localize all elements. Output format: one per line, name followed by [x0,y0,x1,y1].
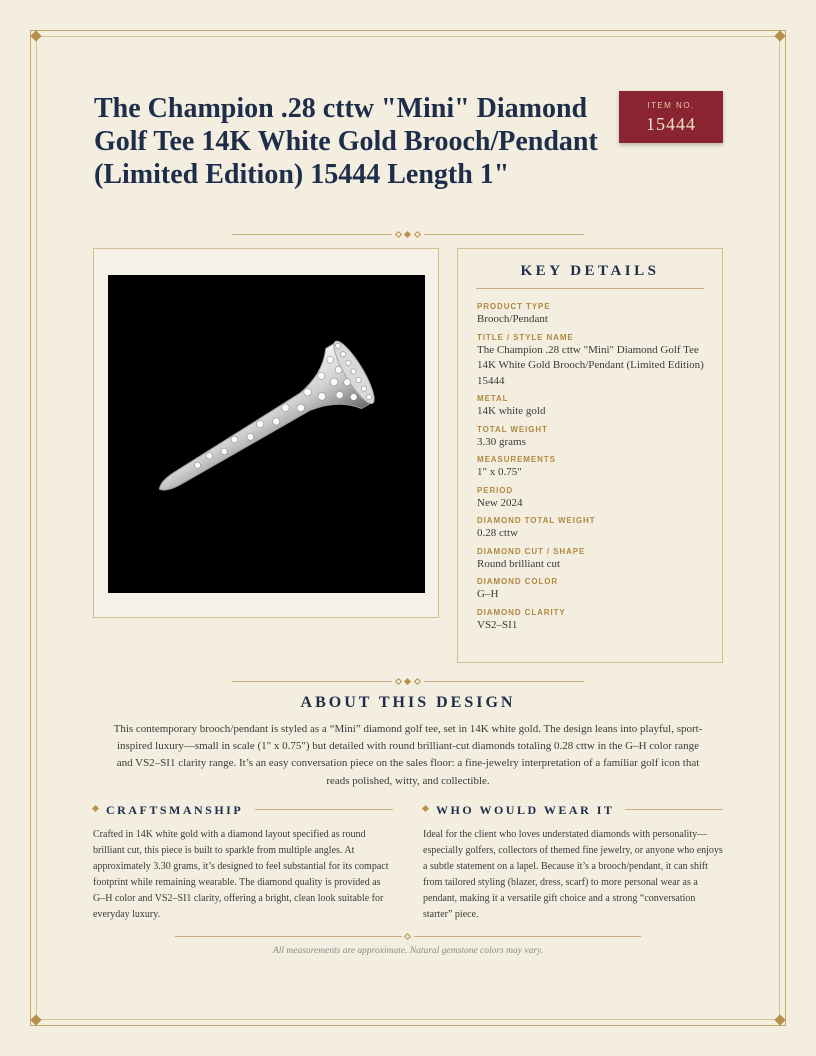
detail-value: G–H [477,588,499,600]
detail-label: MEASUREMENTS [477,455,556,464]
badge-number: 15444 [646,114,696,134]
detail-value: 1" x 0.75" [477,466,522,478]
wearer-text: Ideal for the client who loves understated diamonds with personality—especially golfers, collectors of themed fine jewelry, or anyone who enjoys a subtle statement on a lapel. Because it’s a brooch/pendant, it can shift from tailored styling (blazer, dress, scarf) to more personal wear as a pendant, making it a versatile gift choice and a strong “conversation starter” piece. [423,829,723,920]
key-details-rule [476,288,704,289]
wearer-heading: WHO WOULD WEAR IT [436,803,615,817]
product-image-frame [93,248,439,618]
detail-label: DIAMOND CLARITY [477,607,566,617]
key-details-heading: KEY DETAILS [520,263,660,279]
detail-label: DIAMOND CUT / SHAPE [477,546,586,556]
detail-value: The Champion .28 cttw "Mini" Diamond Golf Tee 14K White Gold Brooch/Pendant (Limited Edition) 15444 [477,343,704,387]
product-photo [108,275,425,593]
detail-value: New 2024 [477,496,523,509]
ornamental-divider [232,677,584,687]
ornamental-divider [232,230,584,240]
wearer-header [423,803,723,817]
who-would-wear-it-section [423,803,723,923]
detail-label: TOTAL WEIGHT [477,424,548,434]
about-heading: ABOUT THIS DESIGN [300,694,516,711]
detail-label: PRODUCT TYPE [477,302,551,311]
detail-value: 0.28 cttw [477,527,518,539]
detail-product-type [477,302,707,328]
detail-label: METAL [477,394,509,403]
footer-divider [175,932,641,942]
craftsmanship-section [93,803,393,923]
item-number-badge [619,91,723,143]
detail-value: 3.30 grams [477,435,526,448]
golf-tee-image [108,275,425,593]
detail-value: Brooch/Pendant [477,313,548,325]
detail-label: PERIOD [477,485,514,495]
craftsmanship-heading: CRAFTSMANSHIP [106,803,244,817]
page-title: The Champion .28 cttw "Mini" Diamond Golf Tee 14K White Gold Brooch/Pendant (Limited Edition) 15444 Length 1" [94,93,598,190]
diamond-bullet-icon [422,805,429,812]
footer-note: All measurements are approximate. Natural gemstone colors may vary. [272,946,544,956]
key-details-list [477,297,707,633]
detail-label: DIAMOND COLOR [477,577,559,586]
detail-style-name [477,333,707,390]
badge-label: ITEM NO. [647,101,695,110]
detail-label: TITLE / STYLE NAME [477,332,574,342]
key-details-panel [457,248,723,663]
detail-diamond-color [477,577,707,603]
detail-diamond-weight [477,516,707,542]
detail-value: 14K white gold [477,405,546,417]
detail-value: VS2–SI1 [477,618,518,631]
detail-metal [477,394,707,420]
detail-value: Round brilliant cut [477,557,561,570]
detail-diamond-clarity [477,608,707,634]
detail-label: DIAMOND TOTAL WEIGHT [477,516,596,525]
craftsmanship-text: Crafted in 14K white gold with a diamond layout specified as round brilliant cut, this piece is built to sparkle from multiple angles. At approximately 3.30 grams, it’s designed to feel substantial for its compact footprint while remaining wearable. The diamond quality is provided as G–H color and VS2–SI1 clarity, offering a bright, clean look suitable for everyday luxury. [93,829,389,920]
detail-period [477,486,707,512]
detail-measurements [477,455,707,481]
heading-rule [255,809,393,810]
craftsmanship-header [93,803,393,817]
heading-rule [625,809,723,810]
about-text: This contemporary brooch/pendant is styled as a “Mini” diamond golf tee, set in 14K white gold. The design leans into playful, sport-inspired luxury—small in scale (1" x 0.75") but detailed with round brilliant-cut diamonds totaling 0.28 cttw in the G–H color range and VS2–SI1 clarity range. It’s an easy conversation piece on the sales floor: a fine-jewelry interpretation of a familiar golf icon that reads polished, witty, and collectible. [113,723,703,787]
detail-total-weight [477,425,707,451]
detail-diamond-cut [477,547,707,573]
diamond-bullet-icon [92,805,99,812]
